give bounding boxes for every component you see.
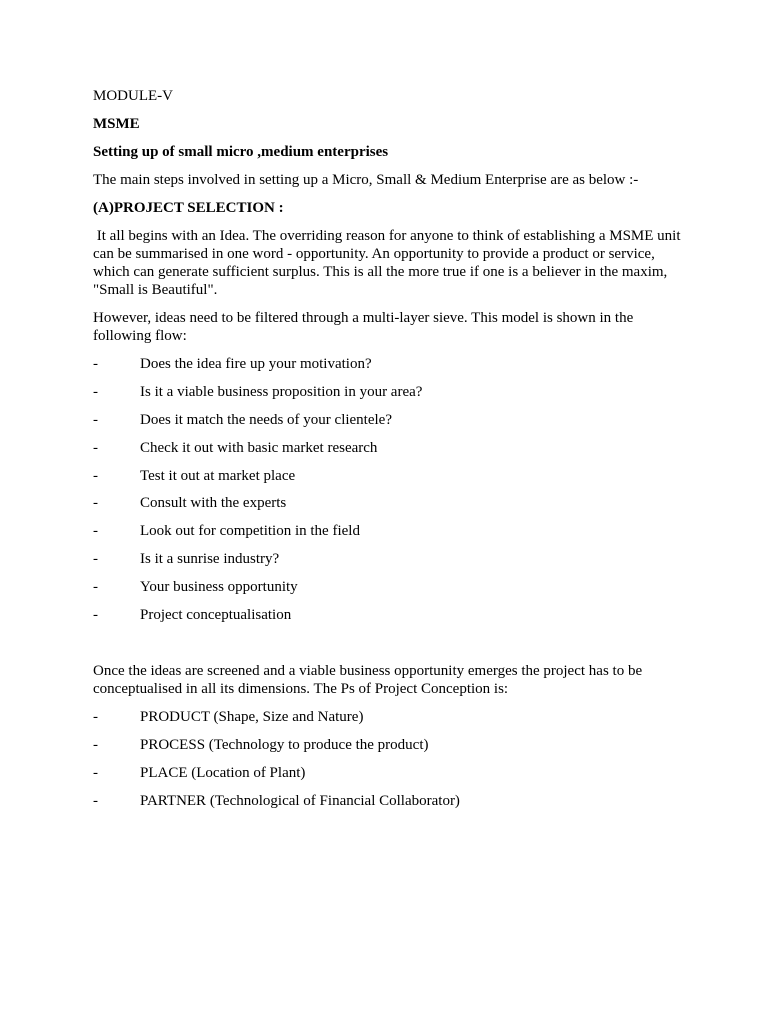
- list-item-text: Look out for competition in the field: [140, 523, 360, 540]
- intro-paragraph: The main steps involved in setting up a Micro, Small & Medium Enterprise are as below :-: [93, 172, 639, 188]
- list-item: [93, 708, 683, 726]
- conception-paragraph: Once the ideas are screened and a viable business opportunity emerges the project has to be conceptualised in all its dimensions. The Ps of Project Conception is:: [93, 662, 643, 697]
- list-item-text: Consult with the experts: [140, 495, 287, 512]
- spacer: [93, 634, 683, 662]
- sieve-paragraph: However, ideas need to be filtered through a multi-layer sieve. This model is shown in the following flow:: [93, 310, 634, 344]
- bullet-dash: -: [93, 383, 98, 400]
- list-item-text: Project conceptualisation: [140, 607, 292, 624]
- list-item: [93, 792, 683, 810]
- bullet-dash: -: [93, 551, 98, 568]
- section-title: (A)PROJECT SELECTION :: [93, 200, 284, 216]
- document-page: [93, 87, 683, 819]
- list-item: [93, 578, 683, 596]
- list-item-text: Does it match the needs of your clientele?: [140, 411, 392, 428]
- flow-list: [93, 355, 683, 624]
- bullet-dash: -: [93, 356, 98, 372]
- list-item-text: PROCESS (Technology to produce the product): [140, 736, 429, 753]
- bullet-dash: -: [93, 792, 98, 809]
- document-subheading: Setting up of small micro ,medium enterprises: [93, 144, 389, 160]
- list-item: [93, 467, 683, 485]
- list-item: [93, 764, 683, 782]
- bullet-dash: -: [93, 579, 98, 596]
- list-item: [93, 494, 683, 512]
- list-item-text: Check it out with basic market research: [140, 439, 378, 456]
- bullet-dash: -: [93, 607, 98, 624]
- list-item-text: Does the idea fire up your motivation?: [140, 356, 372, 372]
- bullet-dash: -: [93, 736, 98, 753]
- list-item-text: PLACE (Location of Plant): [140, 764, 306, 781]
- ps-list: [93, 708, 683, 810]
- bullet-dash: -: [93, 495, 98, 512]
- bullet-dash: -: [93, 764, 98, 781]
- list-item: [93, 439, 683, 457]
- list-item-text: Your business opportunity: [140, 579, 298, 596]
- list-item: [93, 736, 683, 754]
- list-item-text: Is it a sunrise industry?: [140, 551, 280, 568]
- list-item: [93, 355, 683, 373]
- bullet-dash: -: [93, 467, 98, 484]
- list-item: [93, 606, 683, 624]
- list-item: [93, 550, 683, 568]
- bullet-dash: -: [93, 708, 98, 725]
- list-item-text: PARTNER (Technological of Financial Collaborator): [140, 792, 460, 809]
- list-item-text: Test it out at market place: [140, 467, 296, 484]
- bullet-dash: -: [93, 411, 98, 428]
- bullet-dash: -: [93, 523, 98, 540]
- document-heading: MSME: [93, 116, 140, 132]
- list-item: [93, 383, 683, 401]
- idea-paragraph: It all begins with an Idea. The overriding reason for anyone to think of establishing a MSME unit can be summarised in one word - opportunity. An opportunity to provide a product or service, which can generate sufficient surplus. This is all the more true if one is a believer in the maxim, "Small is Beautiful".: [93, 228, 685, 298]
- list-item-text: Is it a viable business proposition in your area?: [140, 383, 423, 400]
- module-label: MODULE-V: [93, 88, 173, 104]
- bullet-dash: -: [93, 439, 98, 456]
- list-item-text: PRODUCT (Shape, Size and Nature): [140, 708, 364, 725]
- list-item: [93, 522, 683, 540]
- list-item: [93, 411, 683, 429]
